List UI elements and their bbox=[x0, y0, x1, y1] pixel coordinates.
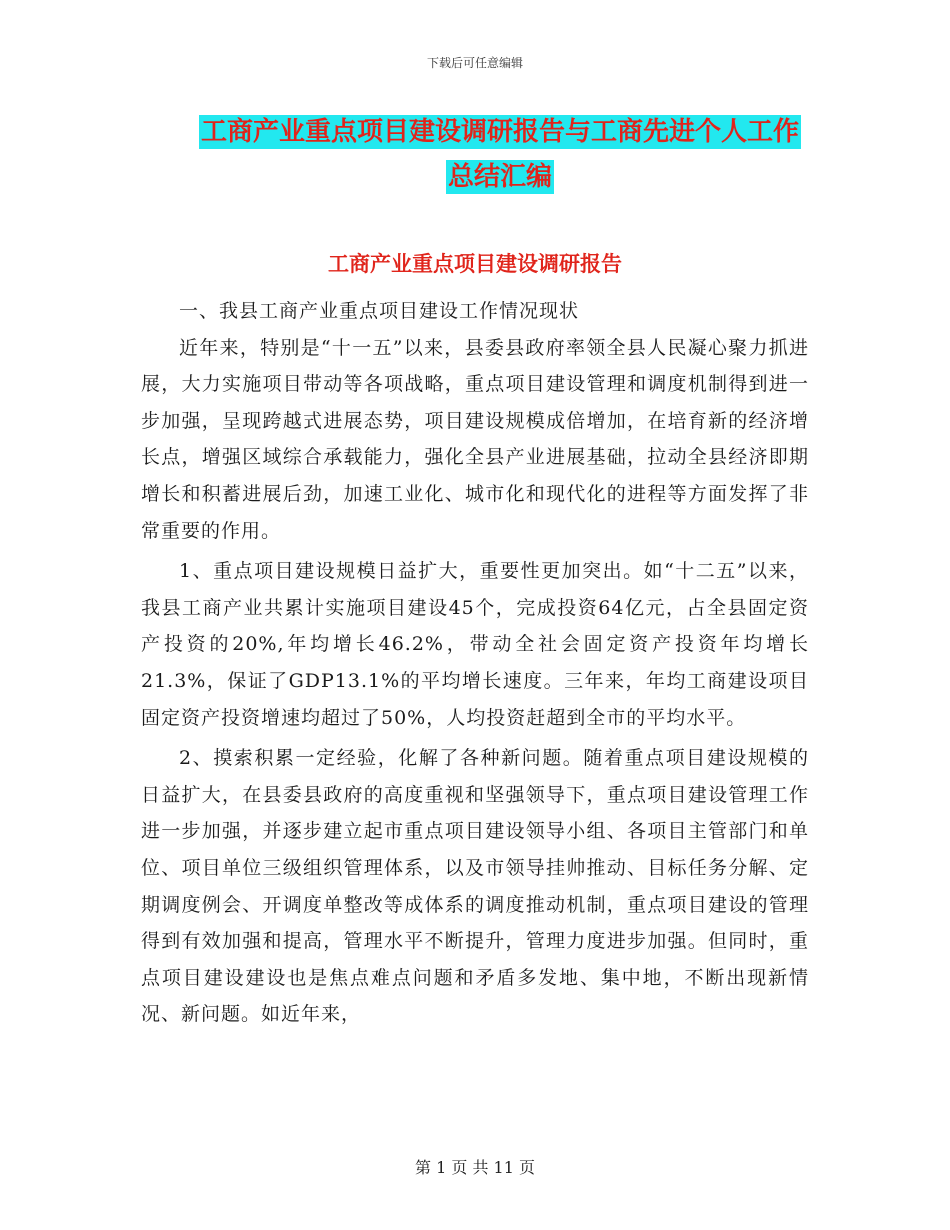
paragraph: 1、重点项目建设规模日益扩大，重要性更加突出。如“十二五”以来，我县工商产业共累计实施项目建设45个，完成投资64亿元，占全县固定资产投资的20%,年均增长46.2%，带动全社会固定资产投资年均增长21.3%，保证了GDP13.1%的平均增长速度。三年来，年均工商建设项目固定资产投资增速均超过了50%，人均投资赶超到全市的平均水平。 bbox=[141, 560, 809, 729]
document-title-line1: 工商产业重点项目建设调研报告与工商先进个人工作 bbox=[200, 117, 799, 147]
document-body bbox=[141, 293, 809, 1033]
section-title: 工商产业重点项目建设调研报告 bbox=[328, 252, 622, 276]
paragraph: 近年来，特别是“十一五”以来，县委县政府率领全县人民凝心聚力抓进展，大力实施项目带动等各项战略，重点项目建设管理和调度机制得到进一步加强，呈现跨越式进展态势，项目建设规模成倍增加，在培育新的经济增长点，增强区域综合承载能力，强化全县产业进展基础，拉动全县经济即期增长和积蓄进展后劲，加速工业化、城市化和现代化的进程等方面发挥了非常重要的作用。 bbox=[141, 336, 809, 542]
page-footer: 第 1 页 共 11 页 bbox=[415, 1158, 535, 1177]
header-note: 下载后可任意编辑 bbox=[426, 56, 523, 70]
document-title-line2: 总结汇编 bbox=[447, 162, 552, 192]
document-title bbox=[150, 110, 850, 200]
paragraph: 2、摸索积累一定经验，化解了各种新问题。随着重点项目建设规模的日益扩大，在县委县政府的高度重视和坚强领导下，重点项目建设管理工作进一步加强，并逐步建立起市重点项目建设领导小组、各项目主管部门和单位、项目单位三级组织管理体系，以及市领导挂帅推动、目标任务分解、定期调度例会、开调度单整改等成体系的调度推动机制，重点项目建设的管理得到有效加强和提高，管理水平不断提升，管理力度进步加强。但同时，重点项目建设建设也是焦点难点问题和矛盾多发地、集中地，不断出现新情况、新问题。如近年来， bbox=[141, 747, 809, 1026]
section-heading: 一、我县工商产业重点项目建设工作情况现状 bbox=[179, 300, 580, 322]
